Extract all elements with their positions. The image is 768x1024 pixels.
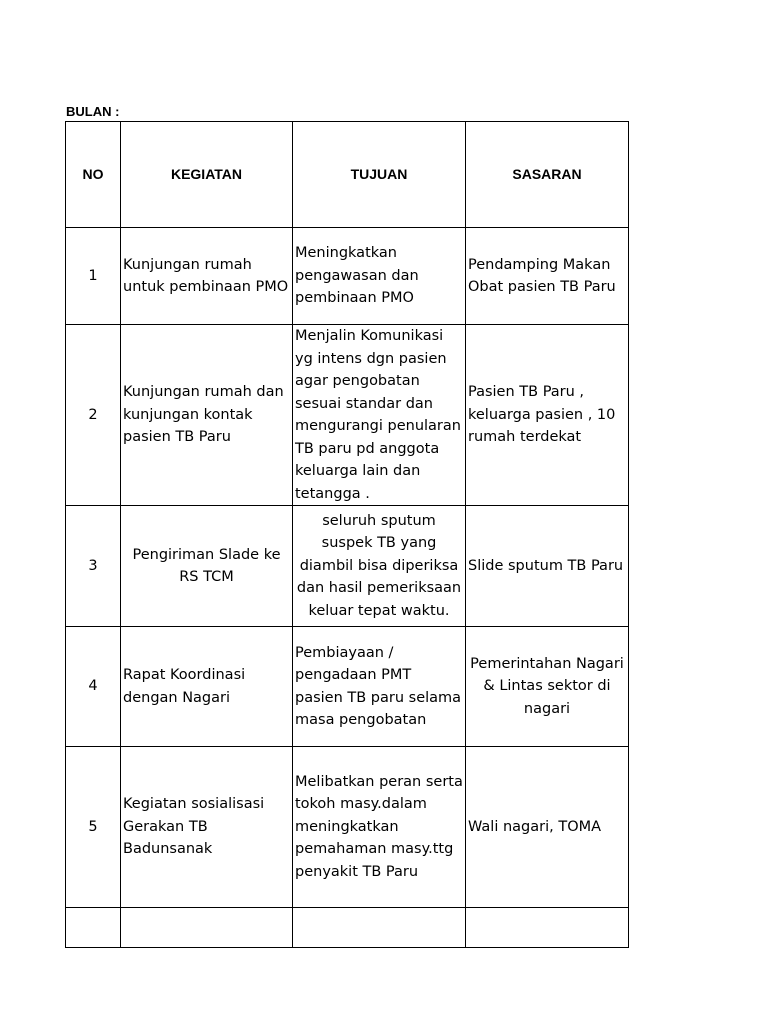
row-sasaran: Slide sputum TB Paru (466, 506, 629, 627)
activity-table (65, 121, 629, 948)
table-row (66, 627, 629, 747)
header-kegiatan: KEGIATAN (121, 122, 293, 228)
row-no: 3 (66, 506, 121, 627)
row-tujuan: Meningkatkan pengawasan dan pembinaan PMO (293, 228, 466, 325)
row-kegiatan: Kunjungan rumah untuk pembinaan PMO (121, 228, 293, 325)
row-tujuan: seluruh sputum suspek TB yang diambil bisa diperiksa dan hasil pemeriksaan keluar tepat waktu. (293, 506, 466, 627)
row-kegiatan: Kegiatan sosialisasi Gerakan TB Badunsanak (121, 747, 293, 908)
row-no: 2 (66, 325, 121, 506)
row-sasaran: Pendamping Makan Obat pasien TB Paru (466, 228, 629, 325)
row-no (66, 908, 121, 948)
row-sasaran: Pasien TB Paru , keluarga pasien , 10 rumah terdekat (466, 325, 629, 506)
bulan-label: BULAN : (66, 104, 120, 119)
row-sasaran (466, 908, 629, 948)
row-kegiatan: Rapat Koordinasi dengan Nagari (121, 627, 293, 747)
header-sasaran: SASARAN (466, 122, 629, 228)
row-kegiatan: Kunjungan rumah dan kunjungan kontak pasien TB Paru (121, 325, 293, 506)
row-kegiatan (121, 908, 293, 948)
row-tujuan: Menjalin Komunikasi yg intens dgn pasien agar pengobatan sesuai standar dan mengurangi penularan TB paru pd anggota keluarga lain dan tetangga . (293, 325, 466, 506)
table-row-empty (66, 908, 629, 948)
row-no: 4 (66, 627, 121, 747)
table-row (66, 747, 629, 908)
table-row (66, 506, 629, 627)
header-no: NO (66, 122, 121, 228)
row-tujuan (293, 908, 466, 948)
row-tujuan: Pembiayaan / pengadaan PMT pasien TB paru selama masa pengobatan (293, 627, 466, 747)
row-sasaran: Pemerintahan Nagari & Lintas sektor di nagari (466, 627, 629, 747)
table-row (66, 228, 629, 325)
row-no: 5 (66, 747, 121, 908)
row-no: 1 (66, 228, 121, 325)
table-row (66, 325, 629, 506)
row-sasaran: Wali nagari, TOMA (466, 747, 629, 908)
row-kegiatan: Pengiriman Slade ke RS TCM (121, 506, 293, 627)
header-tujuan: TUJUAN (293, 122, 466, 228)
table-header-row (66, 122, 629, 228)
row-tujuan: Melibatkan peran serta tokoh masy.dalam meningkatkan pemahaman masy.ttg penyakit TB Paru (293, 747, 466, 908)
